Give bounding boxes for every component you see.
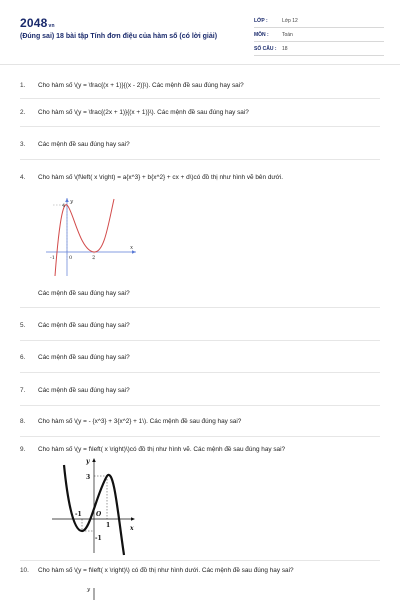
question-text: Cho hàm số \(y = f\left( x \right)\)có đồ thị như hình vẽ. Các mệnh đề sau đúng hay sai? [38,446,286,453]
question-text: Các mệnh đề sau đúng hay sai? [38,387,130,394]
document-header [0,0,400,62]
meta-label: SỐ CÂU : [254,45,277,52]
logo-suffix: vn [48,23,55,29]
question-5 [20,322,130,329]
function-graph-q9 [50,455,140,557]
tick-label: 1 [106,522,111,529]
question-text: Cho hàm số \(y = f\left( x \right)\) có đồ thị như hình dưới. Các mệnh đề sau đúng hay sai? [38,567,294,574]
question-number: 5. [20,322,26,329]
logo-text: 2048 [20,16,48,30]
meta-label: MÔN : [254,31,269,38]
site-logo[interactable] [20,16,55,30]
question-separator [20,372,380,373]
meta-row-subject [254,28,384,42]
header-divider [0,64,400,65]
x-axis-label: x [130,525,134,532]
question-7 [20,387,130,394]
y-axis-label: y [70,199,74,205]
question-text: Các mệnh đề sau đúng hay sai? [38,322,130,329]
question-separator [20,307,380,308]
question-number: 4. [20,174,26,181]
meta-value: Lớp 12 [282,17,298,24]
question-9 [20,446,285,453]
question-separator [20,436,380,437]
question-text: Cho hàm số \(y = \frac{(x + 1)}{(x - 2)}\). Các mệnh đề sau đúng hay sai? [38,82,244,89]
function-graph-q10 [84,582,104,600]
question-number: 10. [20,567,29,574]
question-text: Cho hàm số \(f\left( x \right) = a{x^3} + b{x^2} + cx + d\)có đồ thị như hình vẽ bên dưới. [38,174,284,181]
y-axis-label: y [87,587,91,593]
question-4 [20,174,283,181]
document-meta [254,14,384,56]
question-text: Cho hàm số \(y = \frac{(2x + 1)}{(x + 1)}\). Các mệnh đề sau đúng hay sai? [38,109,249,116]
tick-label: -1 [95,535,102,542]
meta-value: 18 [282,45,288,52]
meta-value: Toán [282,31,293,38]
question-separator [20,98,380,99]
cubic-curve [55,199,114,276]
question-number: 8. [20,418,26,425]
document-title: (Đúng sai) 18 bài tập Tính đơn điệu của hàm số (có lời giải) [20,33,218,40]
question-number: 1. [20,82,26,89]
question-number: 6. [20,354,26,361]
meta-label: LỚP : [254,17,268,24]
question-separator [20,340,380,341]
question-10 [20,567,294,574]
tick-label: 4 [62,203,66,209]
meta-row-class [254,14,384,28]
question-8 [20,418,241,425]
tick-label: 3 [86,474,91,481]
question-6 [20,354,130,361]
question-text: Các mệnh đề sau đúng hay sai? [38,354,130,361]
y-axis-arrow [92,458,96,462]
question-text: Các mệnh đề sau đúng hay sai? [38,290,130,297]
meta-row-count [254,42,384,56]
y-axis-arrow [65,198,69,202]
cubic-graph-q4 [42,196,142,282]
tick-label: 0 [69,255,73,261]
question-number: 2. [20,109,26,116]
question-separator [20,126,380,127]
question-number: 7. [20,387,26,394]
question-1 [20,82,244,89]
question-number: 3. [20,141,26,148]
x-axis-arrow [131,517,135,521]
tick-label: 2 [92,255,96,261]
tick-label: O [96,511,102,518]
question-separator [20,405,380,406]
question-4-prompt [38,290,130,297]
tick-label: -1 [50,255,55,261]
question-separator [20,159,380,160]
x-axis-label: x [130,245,134,251]
question-3 [20,141,130,148]
question-text: Các mệnh đề sau đúng hay sai? [38,141,130,148]
question-text: Cho hàm số \(y = - {x^3} + 3{x^2} + 1\). Các mệnh đề sau đúng hay sai? [38,418,242,425]
question-separator [20,560,380,561]
y-axis-label: y [86,458,90,465]
question-2 [20,109,249,116]
question-number: 9. [20,446,26,453]
tick-label: -1 [75,511,82,518]
